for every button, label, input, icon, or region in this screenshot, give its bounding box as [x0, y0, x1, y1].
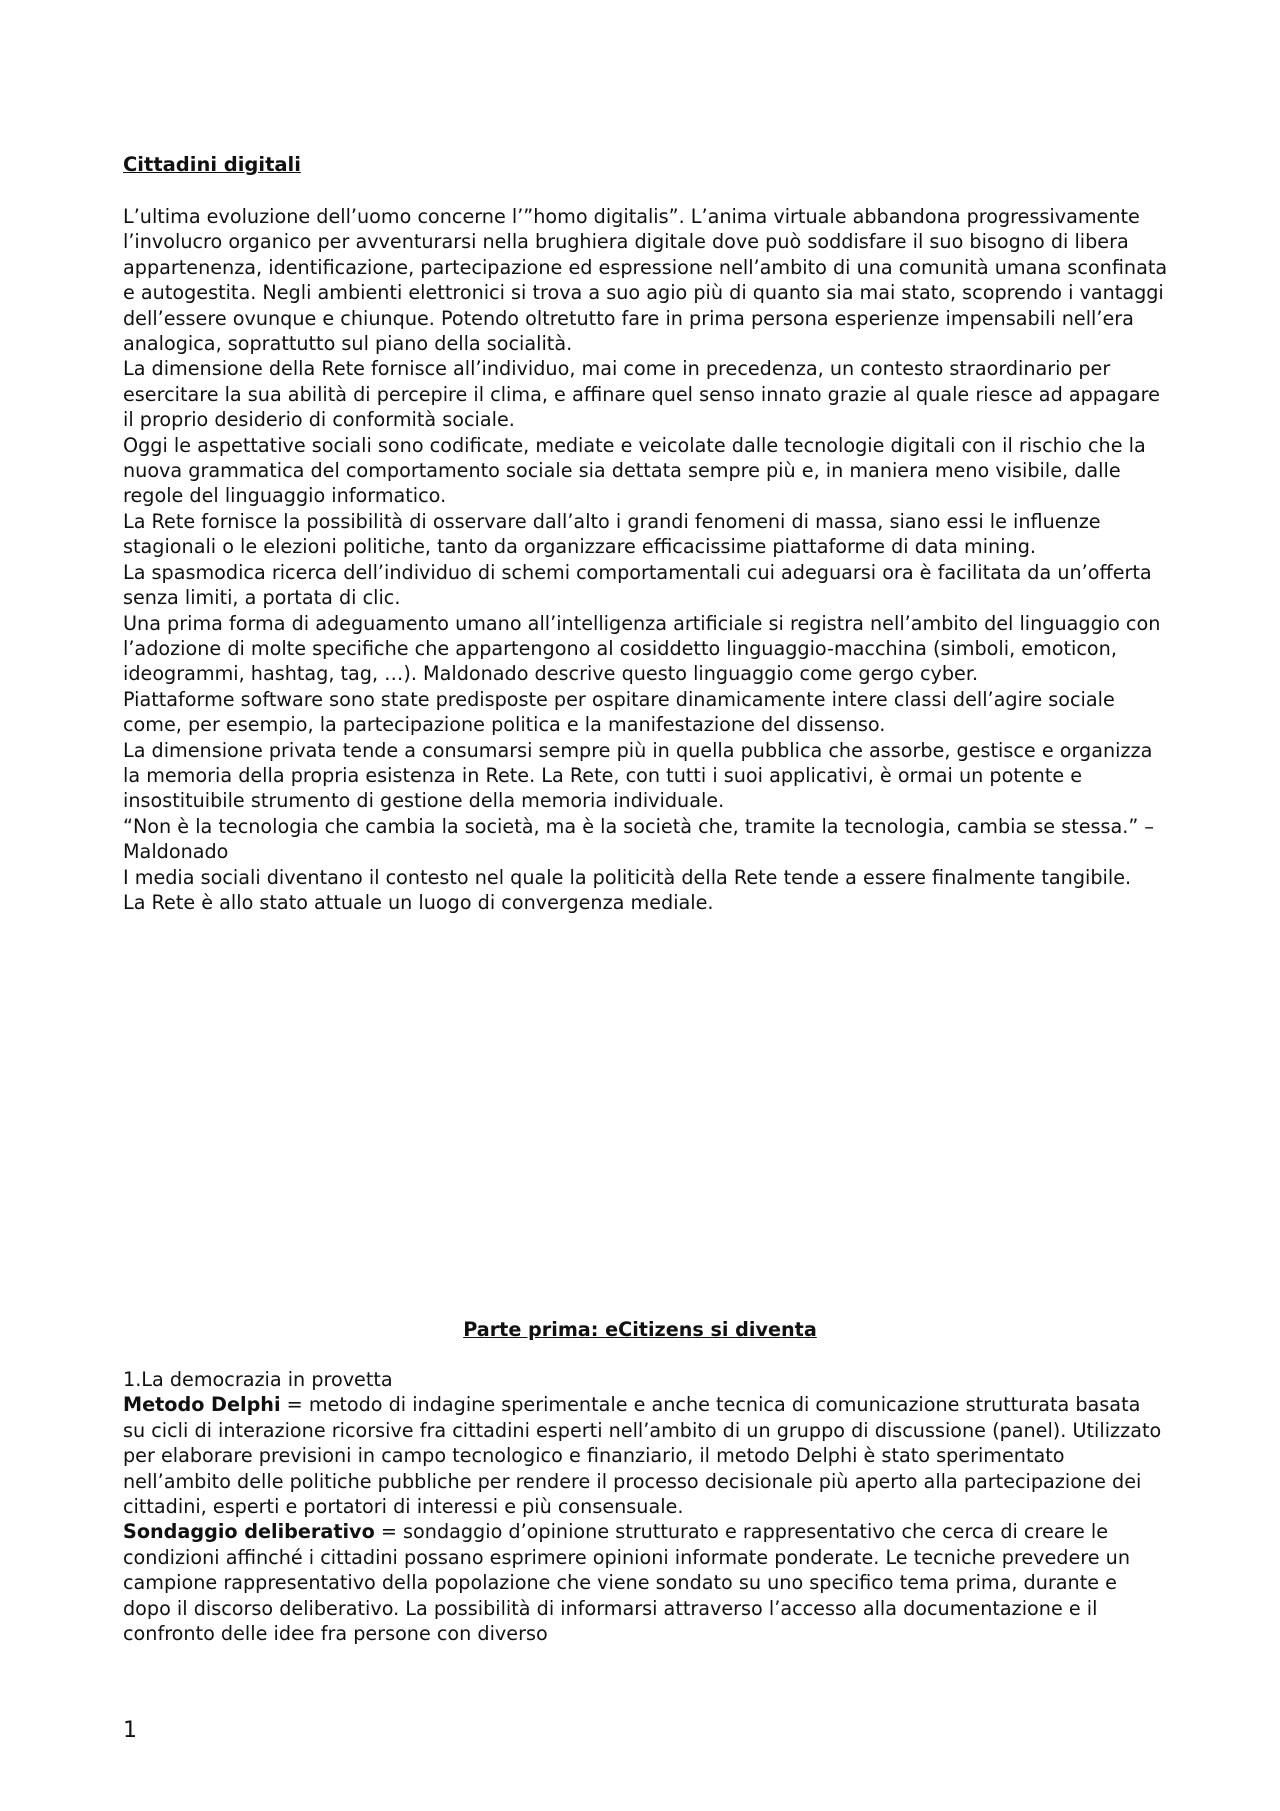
chapter-heading: 1.La democrazia in provetta	[123, 1368, 393, 1391]
intro-paragraph: L’ultima evoluzione dell’uomo concerne l’”homo digitalis”. L’anima virtuale abbandona progressivamente l’involucro organico per avventurarsi nella brughiera digitale dove può soddisfare il suo bisogno di libera appartenenza, identificazione, partecipazione ed espressione nell’ambito di una comunità umana sconfinata e autogestita. Negli ambienti elettronici si trova a suo agio più di quanto sia mai stato, scoprendo i vantaggi dell’essere ovunque e chiunque. Potendo oltretutto fare in prima persona esperienze impensabili nell’era analogica, soprattutto sul piano della socialità.	[123, 205, 1168, 356]
intro-paragraph: La Rete è allo stato attuale un luogo di convergenza mediale.	[123, 890, 714, 914]
intro-paragraph: La Rete fornisce la possibilità di osservare dall’alto i grandi fenomeni di massa, siano essi le influenze stagionali o le elezioni politiche, tanto da organizzare efficacissime piattaforme di data mining.	[123, 509, 1101, 559]
intro-paragraph: La dimensione privata tende a consumarsi sempre più in quella pubblica che assorbe, gestisce e organizza la memoria della propria esistenza in Rete. La Rete, con tutti i suoi applicativi, è ormai un potente e insostituibile strumento di gestione della memoria individuale.	[123, 738, 1153, 813]
definition-sondaggio-deliberativo	[123, 1519, 1168, 1646]
definition-term: Metodo Delphi	[123, 1393, 281, 1417]
intro-paragraph: La spasmodica ricerca dell’individuo di schemi comportamentali cui adeguarsi ora è facilitata da un’offerta senza limiti, a portata di clic.	[123, 560, 1152, 610]
definition-term: Sondaggio deliberativo	[123, 1520, 375, 1544]
page-number: 1	[123, 1718, 137, 1743]
definition-text: = metodo di indagine sperimentale e anche tecnica di comunicazione strutturata basata su cicli di interazione ricorsive fra cittadini esperti nell’ambito di un gruppo di discussione (panel). Utilizzato per elaborare previsioni in campo tecnologico e finanziario, il metodo Delphi è stato sperimentato nell’ambito delle politiche pubbliche per rendere il processo decisionale più aperto alla partecipazione dei cittadini, esperti e portatori di interessi e più consensuale.	[123, 1393, 1162, 1519]
intro-paragraph: Piattaforme software sono state predisposte per ospitare dinamicamente intere classi dell’agire sociale come, per esempio, la partecipazione politica e la manifestazione del dissenso.	[123, 687, 1115, 737]
intro-paragraph: Una prima forma di adeguamento umano all’intelligenza artificiale si registra nell’ambito del linguaggio con l’adozione di molte specifiche che appartengono al cosiddetto linguaggio-macchina (simboli, emoticon, ideogrammi, hashtag, tag, …). Maldonado descrive questo linguaggio come gergo cyber.	[123, 611, 1161, 686]
intro-paragraph: I media sociali diventano il contesto nel quale la politicità della Rete tende a essere finalmente tangibile.	[123, 865, 1132, 889]
chapter-section	[123, 1367, 1168, 1646]
maldonado-quote: “Non è la tecnologia che cambia la società, ma è la società che, tramite la tecnologia, cambia se stessa.” – Maldonado	[123, 814, 1155, 864]
intro-section	[123, 204, 1168, 915]
part-title: Parte prima: eCitizens si diventa	[463, 1318, 817, 1341]
definition-text: = sondaggio d’opinione strutturato e rappresentativo che cerca di creare le condizioni affinché i cittadini possano esprimere opinioni informate ponderate. Le tecniche prevedere un campione rappresentativo della popolazione che viene sondato su uno specifico tema prima, durante e dopo il discorso deliberativo. La possibilità di informarsi attraverso l’accesso alla documentazione e il confronto delle idee fra persone con diverso	[123, 1520, 1130, 1646]
intro-paragraph: La dimensione della Rete fornisce all’individuo, mai come in precedenza, un contesto straordinario per esercitare la sua abilità di percepire il clima, e affinare quel senso innato grazie al quale riesce ad appagare il proprio desiderio di conformità sociale.	[123, 357, 1160, 432]
document-title: Cittadini digitali	[123, 153, 301, 176]
intro-paragraph: Oggi le aspettative sociali sono codificate, mediate e veicolate dalle tecnologie digitali con il rischio che la nuova grammatica del comportamento sociale sia dettata sempre più e, in maniera meno visibile, dalle regole del linguaggio informatico.	[123, 433, 1146, 508]
definition-metodo-delphi	[123, 1392, 1168, 1519]
